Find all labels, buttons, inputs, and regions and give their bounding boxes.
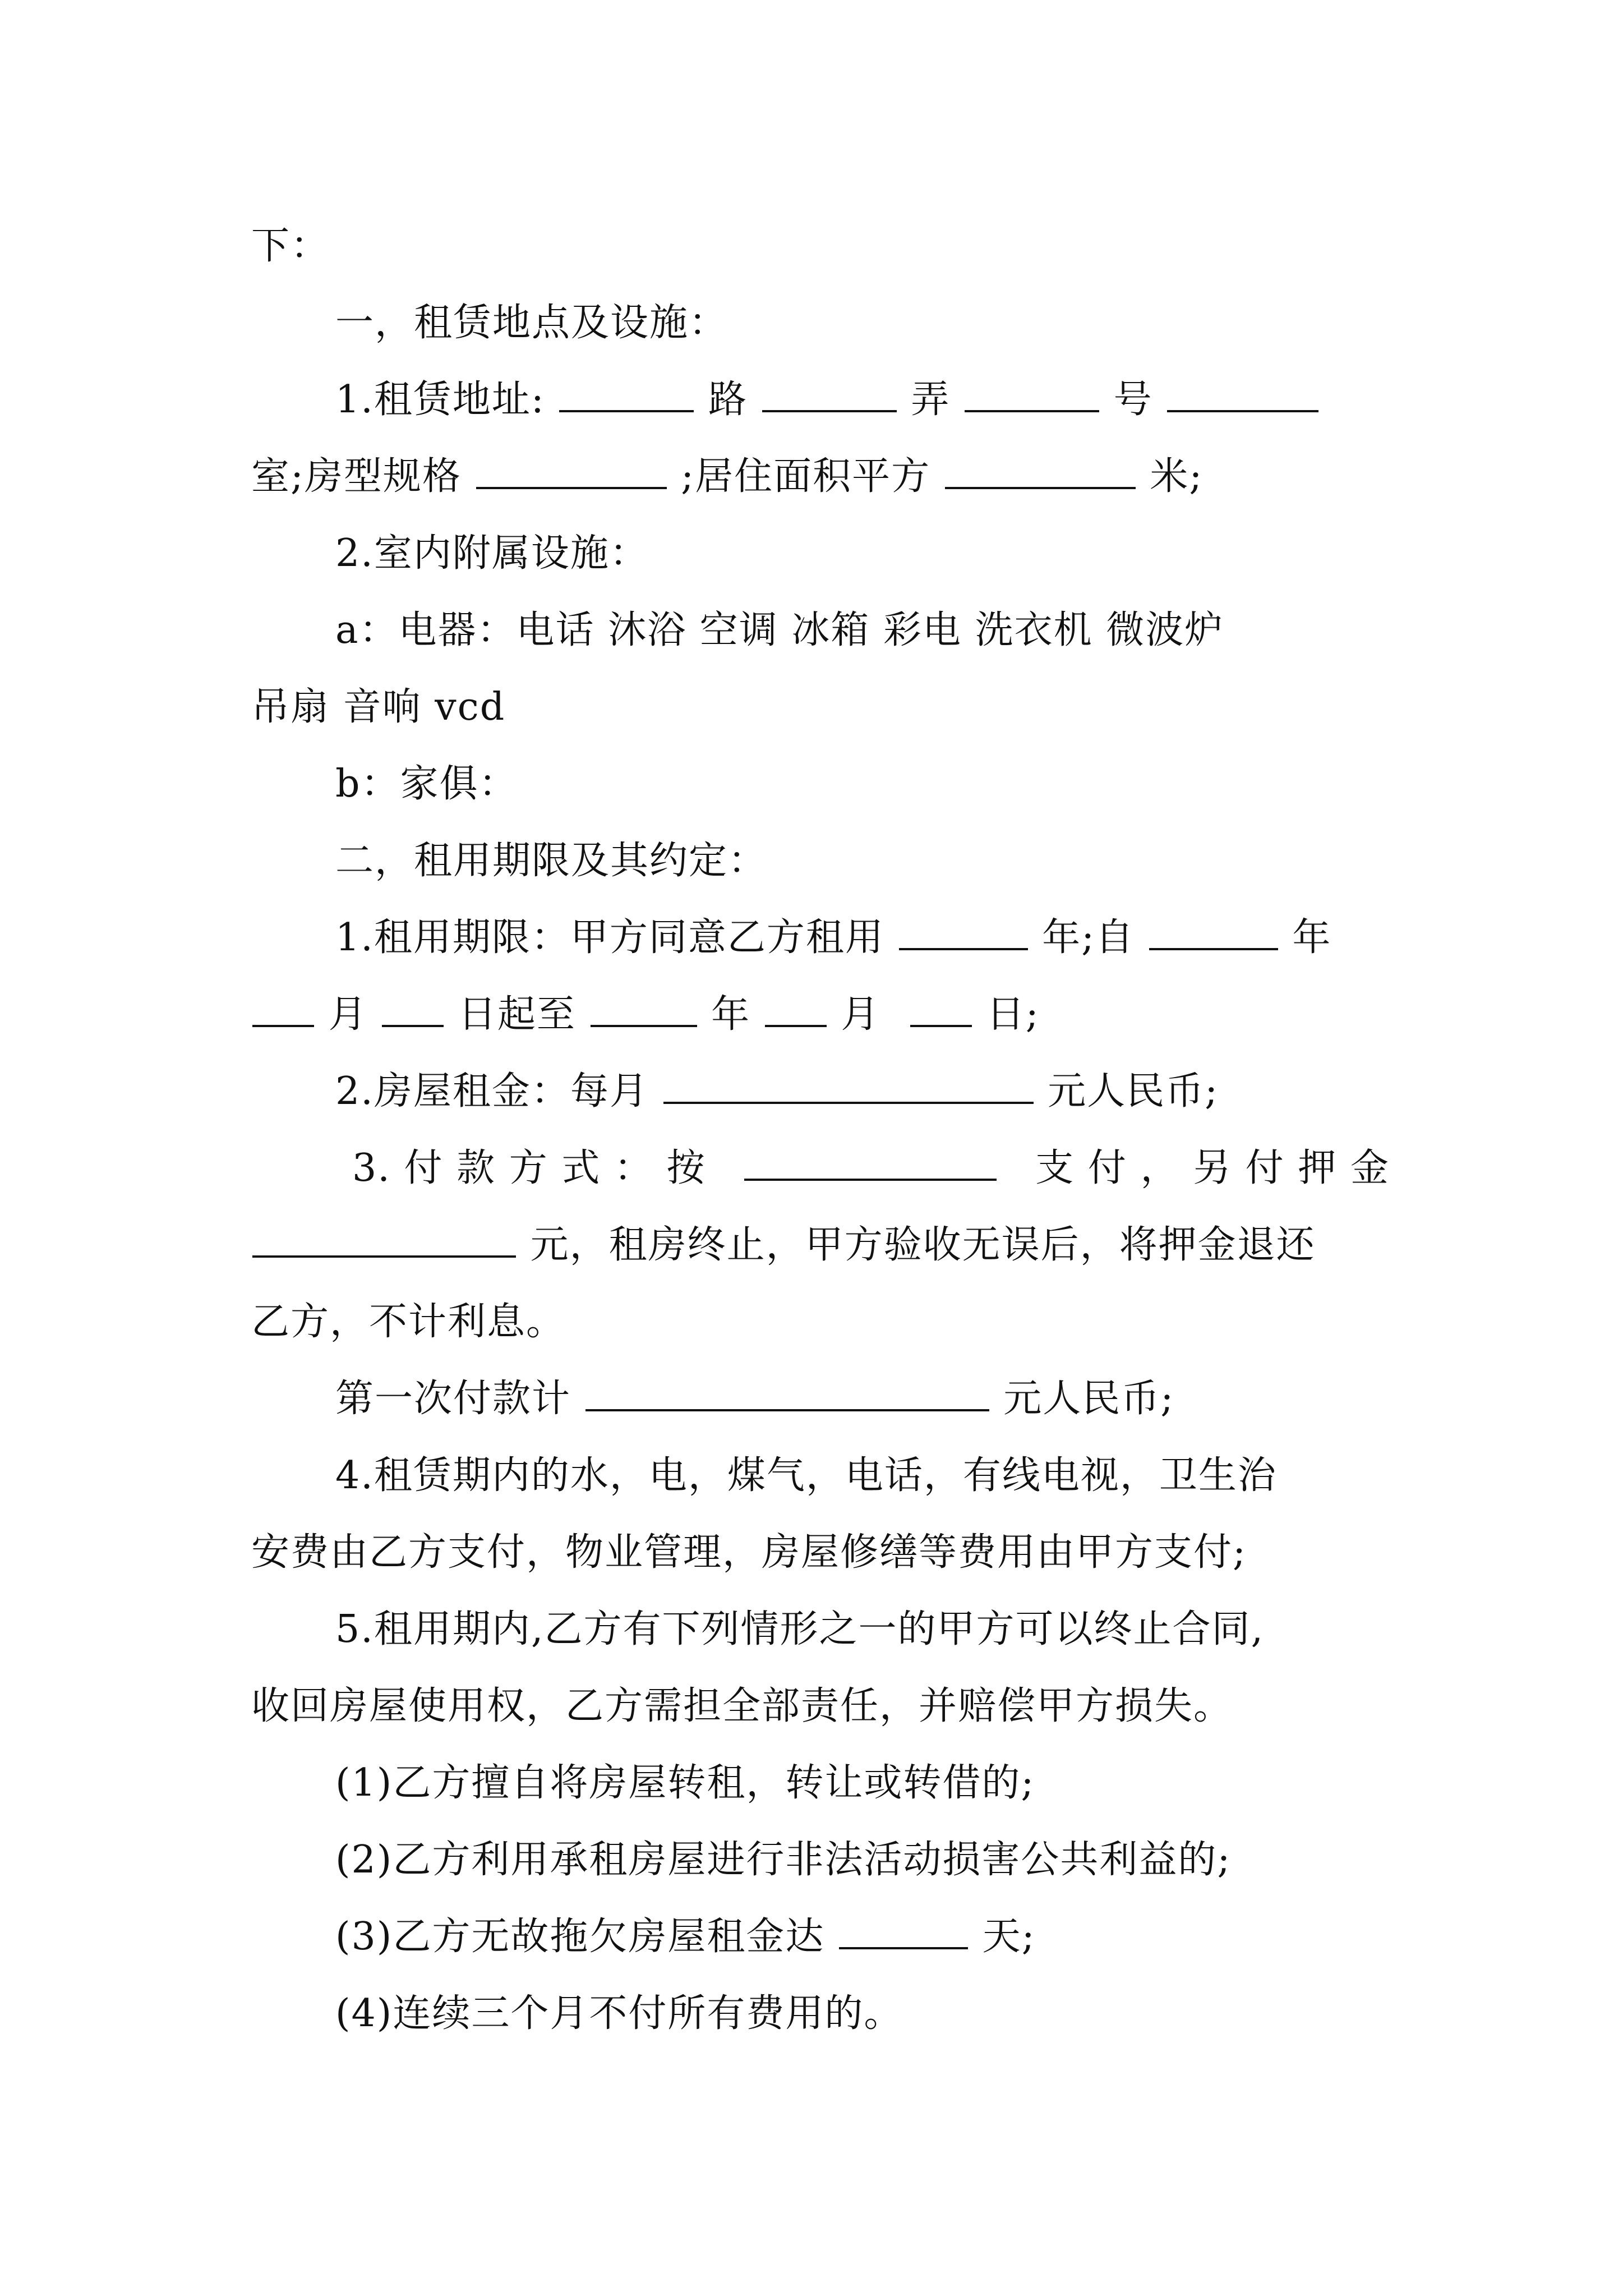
rental-address-line (251, 361, 1390, 438)
text-line: 安费由乙方支付，物业管理，房屋修缮等费用由甲方支付; (251, 1530, 1247, 1575)
text-segment: 天; (982, 1915, 1036, 1959)
deposit-line (251, 1207, 1390, 1283)
text-segment: (3)乙方无故拖欠房屋租金达 (335, 1915, 825, 1959)
text-line: 二，租用期限及其约定： (335, 839, 768, 883)
deposit-line-continued (251, 1283, 1390, 1360)
start-month-blank (252, 992, 314, 1027)
text-segment: 元人民币; (1048, 1069, 1219, 1114)
deposit-amount-blank (252, 1223, 516, 1258)
text-segment: 月 (328, 992, 368, 1037)
appliances-line (251, 592, 1390, 669)
text-segment: 元，租房终止，甲方验收无误后，将押金退还 (530, 1223, 1316, 1267)
text-segment: 号 (1113, 378, 1153, 422)
lease-term-line (251, 899, 1390, 976)
termination-clause-continued (251, 1668, 1390, 1745)
contract-body (251, 208, 1390, 2052)
start-year-blank (1149, 915, 1278, 950)
appliances-line-continued (251, 669, 1390, 746)
payment-method-blank (744, 1146, 997, 1181)
text-segment: 支 付 ， 另 付 押 金 (1035, 1146, 1390, 1190)
section-heading-location (251, 284, 1390, 361)
monthly-rent-blank (663, 1069, 1034, 1104)
condition-item-3 (251, 1898, 1390, 1975)
first-payment-blank (585, 1377, 989, 1411)
section-heading-term (251, 822, 1390, 899)
condition-item-1 (251, 1745, 1390, 1821)
payment-method-line (251, 1130, 1390, 1207)
start-day-blank (382, 992, 444, 1027)
text-line: 乙方，不计利息。 (251, 1300, 566, 1344)
room-type-line (251, 438, 1390, 515)
text-line: (1)乙方擅自将房屋转租，转让或转借的; (335, 1761, 1035, 1805)
address-number-blank (965, 378, 1099, 412)
text-line: 下： (251, 224, 330, 268)
text-segment: 日; (986, 992, 1040, 1037)
text-line: b：家俱： (335, 762, 518, 806)
paragraph-continuation (251, 208, 1390, 284)
text-line: 收回房屋使用权，乙方需担全部责任，并赔偿甲方损失。 (251, 1684, 1233, 1728)
text-segment: 1.租赁地址: (335, 378, 545, 422)
lease-dates-line (251, 976, 1390, 1053)
text-segment: 月 (841, 992, 880, 1037)
monthly-rent-line (251, 1053, 1390, 1130)
utilities-line (251, 1437, 1390, 1514)
room-type-blank (476, 454, 667, 489)
text-line: 2.室内附属设施： (335, 531, 649, 576)
utilities-line-continued (251, 1514, 1390, 1591)
text-segment: 元人民币; (1003, 1377, 1175, 1421)
text-segment: 年 (1292, 915, 1332, 960)
end-day-blank (910, 992, 972, 1027)
address-road-blank (559, 378, 694, 412)
condition-item-4 (251, 1975, 1390, 2052)
living-area-blank (945, 454, 1136, 489)
text-segment: 日起至 (458, 992, 576, 1037)
text-line: a：电器：电话 沐浴 空调 冰箱 彩电 洗衣机 微波炉 (335, 608, 1224, 652)
lease-years-blank (899, 915, 1028, 950)
text-line: 5.租用期内,乙方有下列情形之一的甲方可以终止合同, (335, 1607, 1265, 1651)
text-segment: 路 (708, 378, 748, 422)
text-segment: 2.房屋租金：每月 (335, 1069, 649, 1114)
end-year-blank (591, 992, 697, 1027)
text-line: 吊扇 音响 vcd (251, 685, 506, 729)
facilities-heading (251, 515, 1390, 592)
text-segment: 年 (711, 992, 751, 1037)
text-line: 4.租赁期内的水，电，煤气，电话，有线电视，卫生治 (335, 1453, 1277, 1498)
condition-item-2 (251, 1821, 1390, 1898)
text-segment: ;居住面积平方 (681, 454, 931, 499)
text-segment: 1.租用期限：甲方同意乙方租用 (335, 915, 884, 960)
text-segment: 第一次付款计 (335, 1377, 571, 1421)
text-line: (4)连续三个月不付所有费用的。 (335, 1991, 903, 2036)
address-lane-blank (762, 378, 897, 412)
text-segment: 弄 (911, 378, 951, 422)
text-line: (2)乙方利用承租房屋进行非法活动损害公共利益的; (335, 1838, 1232, 1882)
text-segment: 年;自 (1042, 915, 1135, 960)
address-room-blank (1167, 378, 1318, 412)
first-payment-line (251, 1360, 1390, 1437)
end-month-blank (765, 992, 827, 1027)
termination-clause-line (251, 1591, 1390, 1668)
overdue-days-blank (839, 1915, 968, 1949)
text-segment: 室;房型规格 (251, 454, 462, 499)
text-segment: 3. 付 款 方 式 ： 按 (352, 1146, 706, 1190)
text-line: 一，租赁地点及设施： (335, 301, 728, 345)
text-segment: 米; (1150, 454, 1204, 499)
furniture-line (251, 746, 1390, 822)
